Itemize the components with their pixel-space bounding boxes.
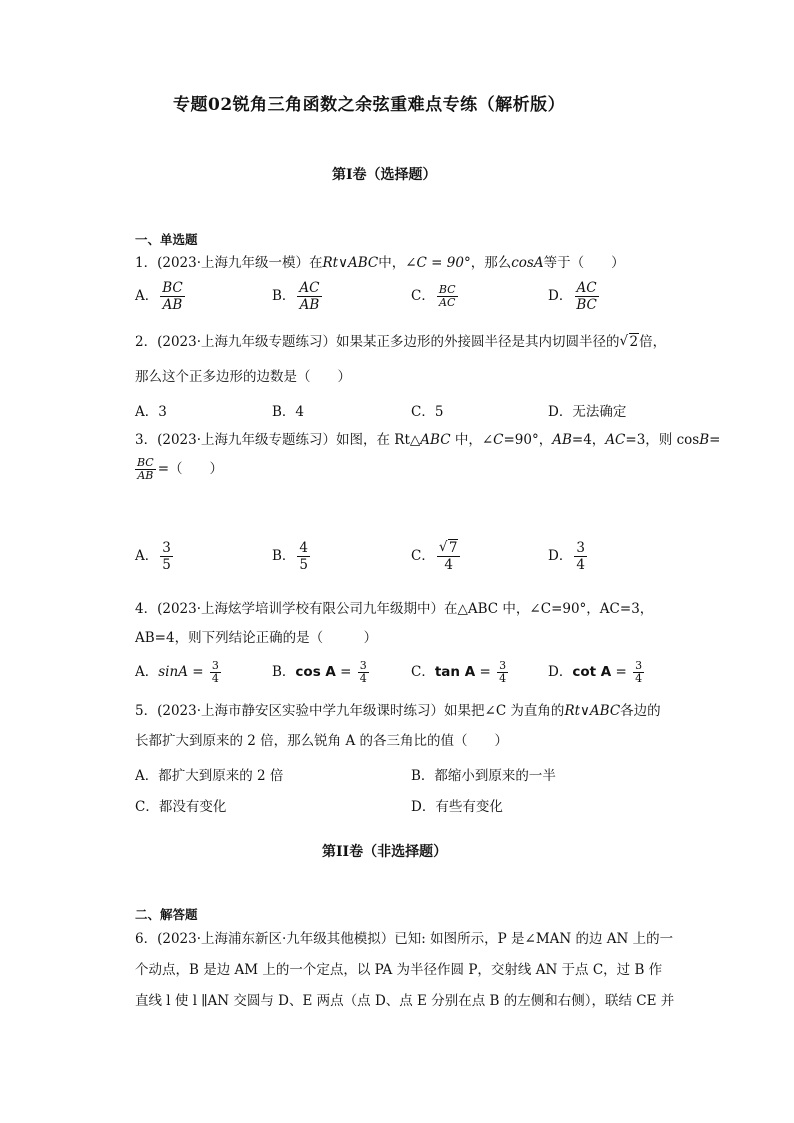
q3-c: C — [493, 432, 504, 448]
option-label: A． — [135, 664, 159, 680]
fraction-numerator: 3 — [499, 659, 507, 672]
q1-text-b: 中， — [378, 255, 406, 271]
volume-1-heading: 第I卷（选择题） — [332, 167, 437, 183]
q5-option-b[interactable]: B．都缩小到原来的一半 — [411, 768, 556, 784]
q1-option-a[interactable] — [135, 280, 187, 313]
q3-text-a: 3．(2023·上海九年级专题练习）如图，在 Rt△ — [135, 432, 421, 448]
fraction-denominator: 4 — [635, 672, 643, 685]
sqrt-symbol — [439, 540, 459, 556]
fraction-numerator: BC — [137, 456, 154, 469]
q5-text-b: 各边的 — [620, 703, 661, 719]
q1-triangle: Rt∨ABC — [322, 255, 379, 271]
q2-text-b: 倍， — [639, 334, 667, 350]
function-name: tan A — [434, 664, 476, 680]
q1-text-d: 等于（ ） — [543, 255, 625, 271]
question-1-stem — [135, 253, 625, 273]
q2-radicand: 2 — [629, 334, 639, 350]
equals-sign: = — [187, 664, 208, 680]
q1-text-a: 1．(2023·上海九年级一模）在 — [135, 255, 323, 271]
q3-option-c[interactable] — [411, 540, 462, 573]
question-2-stem-line1 — [135, 332, 666, 352]
q3-text-e: =3，则 cos — [625, 432, 700, 448]
page-title: 专题02锐角三角函数之余弦重难点专练（解析版） — [173, 95, 566, 115]
q2-option-a[interactable]: A．3 — [135, 404, 167, 420]
fraction-denominator: AC — [439, 296, 456, 309]
q5-option-c[interactable]: C．都没有变化 — [135, 799, 227, 815]
option-label: B． — [272, 664, 296, 680]
q1-text-c: ，那么 — [470, 255, 512, 271]
fraction-numerator: 3 — [576, 540, 585, 556]
fraction-denominator: AB — [162, 297, 183, 313]
question-6-stem-line1: 6．(2023·上海浦东新区·九年级其他模拟）已知: 如图所示，P 是∠MAN 的边 AN 上的一 — [135, 931, 674, 947]
sqrt-symbol — [620, 332, 640, 352]
fraction-numerator: BC — [438, 283, 456, 296]
q5-text-a: 5．(2023·上海市静安区实验中学九年级课时练习）如果把∠C 为直角的 — [135, 703, 565, 719]
fraction-numerator: AC — [299, 280, 320, 296]
fraction-numerator: 7 — [448, 540, 458, 556]
q3-text-b: 中，∠ — [450, 432, 494, 448]
option-label: D． — [548, 664, 573, 680]
fraction-denominator: 4 — [444, 557, 453, 573]
q5-option-a[interactable]: A．都扩大到原来的 2 倍 — [135, 768, 284, 784]
q3-tail: =（ ） — [157, 461, 224, 477]
question-4-stem-line1: 4．(2023·上海炫学培训学校有限公司九年级期中）在△ABC 中，∠C=90°，AC=3， — [135, 601, 654, 617]
question-4-stem-line2: AB=4，则下列结论正确的是（ ） — [135, 630, 378, 646]
option-label: B． — [272, 288, 296, 304]
option-label: A． — [135, 288, 159, 304]
question-5-stem-line1 — [135, 701, 661, 721]
q1-cos: cosA — [511, 255, 544, 271]
q1-option-c[interactable] — [411, 284, 460, 309]
question-2-stem-line2: 那么这个正多边形的边数是（ ） — [135, 369, 351, 385]
fraction-numerator: BC — [162, 280, 183, 296]
q2-option-b[interactable]: B．4 — [272, 404, 305, 420]
option-label: C． — [411, 288, 435, 304]
q2-option-d[interactable]: D．无法确定 — [548, 404, 627, 420]
option-label: D． — [548, 288, 573, 304]
fraction-denominator: AB — [137, 469, 154, 482]
option-label: B． — [272, 548, 296, 564]
q4-option-c[interactable] — [411, 660, 510, 685]
q2-option-c[interactable]: C．5 — [411, 404, 444, 420]
option-label: A． — [135, 548, 159, 564]
function-name: cos A — [295, 664, 336, 680]
q4-option-a[interactable] — [135, 660, 223, 685]
option-label: D． — [548, 548, 573, 564]
q1-option-d[interactable] — [548, 280, 601, 313]
question-3-stem-line2 — [133, 457, 223, 482]
option-label: C． — [411, 664, 435, 680]
volume-2-heading: 第II卷（非选择题） — [322, 844, 448, 860]
q1-option-b[interactable] — [272, 280, 324, 313]
function-name: cot A — [572, 664, 612, 680]
q3-text-d: =4， — [571, 432, 606, 448]
question-3-stem-line1 — [135, 430, 720, 450]
fraction-numerator: 4 — [299, 540, 309, 556]
fraction-denominator: 4 — [499, 672, 507, 685]
equals-sign: = — [611, 664, 632, 680]
fraction-numerator: 3 — [359, 659, 367, 672]
question-6-stem-line2: 个动点，B 是边 AM 上的一个定点，以 PA 为半径作圆 P，交射线 AN 于点 C，过 B 作 — [135, 962, 663, 978]
q1-angle: ∠C = 90° — [405, 255, 471, 271]
fraction-denominator: 4 — [576, 557, 585, 573]
q2-text-a: 2．(2023·上海九年级专题练习）如果某正多边形的外接圆半径是其内切圆半径的 — [135, 334, 620, 350]
fraction-denominator: 5 — [299, 557, 309, 573]
equals-sign: = — [475, 664, 496, 680]
fraction-denominator: 4 — [211, 672, 219, 685]
function-name: sinA — [158, 664, 188, 680]
q3-ac: AC — [605, 432, 626, 448]
question-6-stem-line3: 直线 l 使 l ∥AN 交圆与 D、E 两点（点 D、点 E 分别在点 B 的左侧和右侧），联结 CE 并 — [135, 993, 675, 1009]
fraction-denominator: 5 — [162, 557, 171, 573]
q3-abc: ABC — [420, 432, 451, 448]
q5-option-d[interactable]: D．有些有变化 — [411, 799, 503, 815]
q3-option-b[interactable] — [272, 540, 312, 573]
equals-sign: = — [335, 664, 356, 680]
fraction-numerator: 3 — [162, 540, 171, 556]
q4-option-d[interactable] — [548, 660, 646, 685]
fraction-numerator: 3 — [635, 659, 643, 672]
q3-option-d[interactable] — [548, 540, 589, 573]
q3-text-f: = — [709, 432, 721, 448]
q4-option-b[interactable] — [272, 660, 371, 685]
fraction-denominator: AB — [299, 297, 320, 313]
q3-b: B — [699, 432, 710, 448]
section-answer-heading: 二、解答题 — [135, 907, 198, 922]
option-label: C． — [411, 548, 435, 564]
section-single-choice-heading: 一、单选题 — [135, 232, 198, 247]
q5-triangle: Rt∨ABC — [564, 703, 621, 719]
q3-option-a[interactable] — [135, 540, 175, 573]
fraction-numerator: AC — [576, 280, 597, 296]
q3-ab: AB — [552, 432, 572, 448]
q3-text-c: =90°， — [503, 432, 553, 448]
question-5-stem-line2: 长都扩大到原来的 2 倍，那么锐角 A 的各三角比的值（ ） — [135, 733, 509, 749]
fraction-denominator: 4 — [359, 672, 367, 685]
fraction-numerator: 3 — [211, 659, 219, 672]
fraction-denominator: BC — [576, 297, 597, 313]
